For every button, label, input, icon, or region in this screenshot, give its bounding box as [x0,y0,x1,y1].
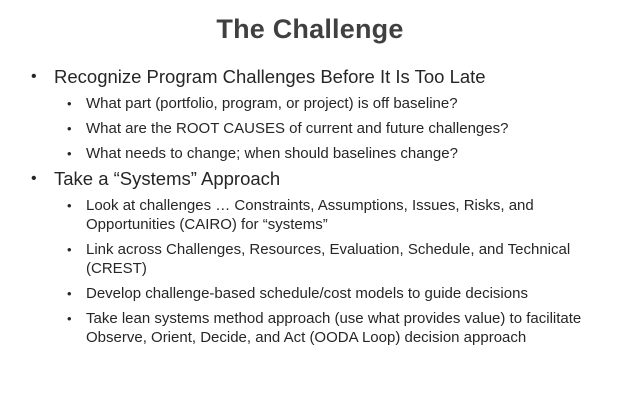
bullet-icon: • [31,68,37,85]
bullet-icon: • [31,170,37,187]
list-item-text: Link across Challenges, Resources, Evaluation, Schedule, and Technical (CREST) [86,241,571,277]
bullet-icon: • [67,242,72,257]
list-item [0,309,620,347]
list-item-text: Take lean systems method approach (use what provides value) to facilitate Observe, Orient, Decide, and Act (OODA Loop) decision approach [86,310,582,346]
bullet-icon: • [67,286,72,301]
list-item-text: Develop challenge-based schedule/cost models to guide decisions [86,285,528,302]
section-heading [0,168,620,190]
section-heading-text: Take a “Systems” Approach [54,168,281,189]
list-item-text: What are the ROOT CAUSES of current and future challenges? [86,120,509,137]
list-item-text: What needs to change; when should baselines change? [86,145,458,162]
bullet-icon: • [67,121,72,136]
list-item [0,284,620,303]
bullet-icon: • [67,96,72,111]
section-heading [0,66,620,88]
bullet-icon: • [67,146,72,161]
list-item [0,196,620,234]
list-item-text: Look at challenges … Constraints, Assumptions, Issues, Risks, and Opportunities (CAIRO) for “systems” [86,197,534,233]
list-item [0,240,620,278]
section-heading-text: Recognize Program Challenges Before It Is Too Late [54,66,486,87]
list-item [0,119,620,138]
list-item-text: What part (portfolio, program, or project) is off baseline? [86,95,458,112]
list-item [0,94,620,113]
bullet-icon: • [67,198,72,213]
bullet-icon: • [67,311,72,326]
slide-title: The Challenge [216,14,404,44]
bullet-list [0,66,620,347]
list-item [0,144,620,163]
